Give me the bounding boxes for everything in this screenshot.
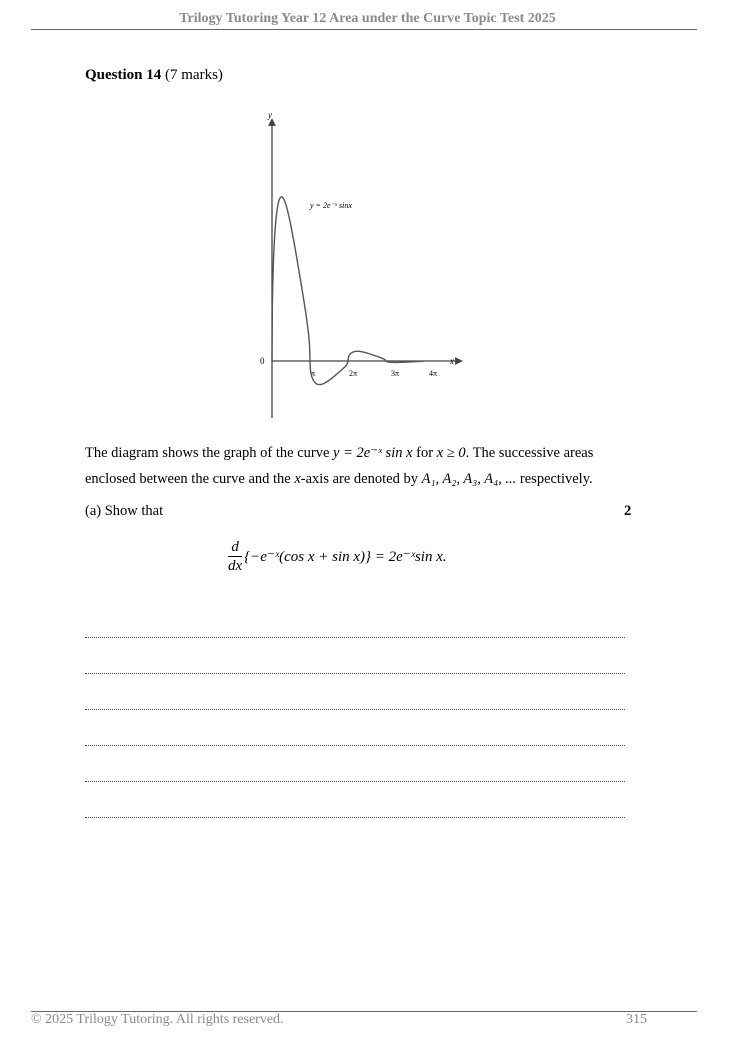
answer-line[interactable] <box>85 782 625 818</box>
tick-label-3pi: 3π <box>391 369 400 378</box>
page-header: Trilogy Tutoring Year 12 Area under the Curve Topic Test 2025 <box>179 11 556 26</box>
footer-copyright: © 2025 Trilogy Tutoring. All rights reserved. <box>31 1012 284 1027</box>
statement-text-2: for <box>412 445 437 461</box>
part-a-label: (a) Show that <box>85 503 164 519</box>
answer-line[interactable] <box>85 602 625 638</box>
derivative-expression <box>228 538 447 575</box>
tick-label-4pi: 4π <box>429 369 438 378</box>
statement-text-1: The diagram shows the graph of the curve <box>85 445 334 461</box>
derivative-fraction <box>228 538 242 575</box>
statement-text-3: . The successive areas enclosed between the curve and the <box>85 445 594 487</box>
area-list: A₁, A₂, A₃, A₄, ... <box>421 471 517 487</box>
answer-line[interactable] <box>85 674 625 710</box>
question-number: Question 14 <box>85 67 162 83</box>
answer-line[interactable] <box>85 638 625 674</box>
curve-path <box>272 197 424 385</box>
question-marks: (7 marks) <box>165 67 223 83</box>
statement-text-5: respectively. <box>516 471 593 487</box>
page-number: 315 <box>626 1012 647 1027</box>
axis-variable: x <box>294 471 301 487</box>
fraction-denominator: dx <box>228 558 243 574</box>
answer-line[interactable] <box>85 746 625 782</box>
origin-label: 0 <box>260 356 265 366</box>
answer-lines <box>85 602 625 818</box>
domain-condition: x ≥ 0 <box>436 445 466 461</box>
derivative-body: {−e⁻ˣ(cos x + sin x)} = 2e⁻ˣsin x. <box>244 549 447 565</box>
question-title <box>85 67 223 84</box>
curve-equation: y = 2e⁻ˣ sin x <box>333 445 413 461</box>
fraction-numerator: d <box>228 538 242 557</box>
y-axis-label: y <box>268 110 272 120</box>
curve-label: y = 2e⁻ˣ sinx <box>310 201 352 210</box>
problem-statement <box>85 440 640 492</box>
header-rule <box>31 29 697 30</box>
statement-text-4: -axis are denoted by <box>300 471 422 487</box>
answer-line[interactable] <box>85 710 625 746</box>
curve-graph <box>255 106 470 426</box>
x-axis-label: x <box>450 356 454 366</box>
tick-label-2pi: 2π <box>349 369 358 378</box>
part-a-marks: 2 <box>624 503 632 519</box>
tick-label-pi: π <box>311 369 316 378</box>
